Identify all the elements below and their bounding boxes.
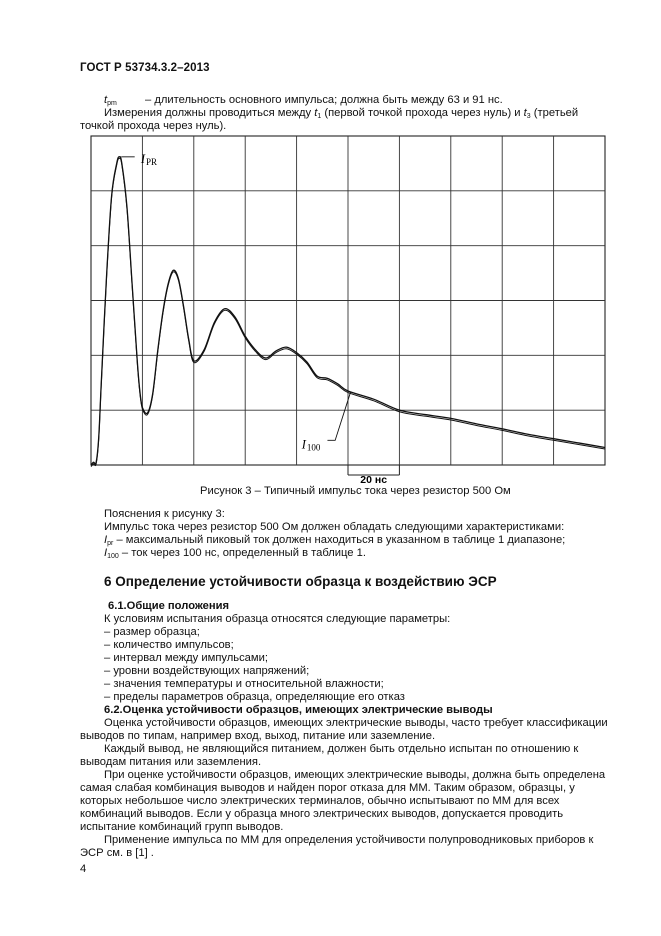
list-item: – размер образца;	[104, 626, 200, 638]
paragraph-line: ЭСР см. в [1] .	[80, 847, 154, 859]
i100-leader-line	[327, 392, 350, 440]
figure-caption: Рисунок 3 – Типичный импульс тока через резистор 500 Ом	[200, 485, 511, 497]
t1-symbol: t	[314, 107, 318, 119]
measurement-note-line2: точкой прохода через нуль).	[80, 120, 227, 132]
tpm-subscript: pm	[107, 100, 117, 107]
ipr-text: – максимальный пиковый ток должен находиться в указанном в таблице 1 диапазоне;	[113, 534, 566, 546]
section-6-title: 6 Определение устойчивости образца к воздействию ЭСР	[104, 574, 497, 589]
list-item: – уровни воздействующих напряжений;	[104, 665, 310, 677]
ipr-label: IPR	[140, 151, 158, 167]
paragraph-line: Каждый вывод, не являющийся питанием, должен быть отдельно испытан по отношению к	[104, 743, 579, 755]
scale-label: 20 нс	[360, 474, 388, 486]
paragraph-line: Оценка устойчивости образцов, имеющих электрические выводы, часто требует классификации	[104, 717, 608, 729]
paragraph-line: которых небольшое число электрических терминалов, обычно испытывают по ММ для всех	[80, 795, 560, 807]
paragraph-line: Применение импульса по ММ для определения устойчивости полупроводниковых приборов к	[104, 834, 594, 846]
section-6-2-title: 6.2.Оценка устойчивости образцов, имеющих электрические выводы	[104, 704, 493, 716]
measurement-text-b: (первой точкой прохода через нуль) и	[321, 107, 524, 119]
paragraph-line: выводам питания или заземления.	[80, 756, 262, 768]
notes-i100	[104, 547, 366, 563]
tpm-symbol: t	[104, 94, 108, 106]
t3-subscript: 3	[526, 113, 531, 120]
tpm-text: – длительность основного импульса; должна быть между 63 и 91 нс.	[145, 94, 503, 106]
list-item: – значения температуры и относительной влажности;	[104, 678, 384, 690]
paragraph-line: испытание комбинаций групп выводов.	[80, 821, 284, 833]
i100-text: – ток через 100 нс, определенный в таблице 1.	[118, 547, 366, 559]
t1-subscript: 1	[317, 113, 322, 120]
ipr-label-subscript: PR	[146, 156, 158, 167]
paragraph-line: выводов по типам, например вход, выход, питание или заземление.	[80, 730, 436, 742]
i100-label-subscript: 100	[306, 442, 321, 453]
paragraph-line: самая слабая комбинация выводов и найден порог отказа для ММ. Таким образом, образцы, у	[80, 782, 575, 794]
measurement-text-c: (третьей	[530, 107, 579, 119]
paragraph-line: комбинаций выводов. Если у образца много электрических выводов, допускается проводить	[80, 808, 564, 820]
chart-grid	[91, 136, 605, 465]
i100-label: I100	[301, 437, 321, 453]
document-header: ГОСТ Р 53734.3.2–2013	[80, 62, 210, 74]
ipr-subscript: pr	[107, 540, 114, 547]
t3-symbol: t	[523, 107, 527, 119]
section-6-1-title: 6.1.Общие положения	[108, 600, 230, 612]
time-scale-bar	[348, 465, 399, 486]
ipr-symbol: I	[104, 534, 108, 546]
chart-annotations	[121, 152, 350, 453]
section-6-1-intro: К условиям испытания образца относятся следующие параметры:	[104, 613, 451, 625]
notes-line1: Импульс тока через резистор 500 Ом должен обладать следующими характеристиками:	[104, 521, 565, 533]
page-number: 4	[80, 863, 87, 875]
measurement-text-a: Измерения должны проводиться между	[104, 107, 315, 119]
paragraph-line: При оценке устойчивости образцов, имеющих электрические выводы, должна быть определена	[104, 769, 606, 781]
notes-title: Пояснения к рисунку 3:	[104, 508, 225, 520]
list-item: – пределы параметров образца, определяющие его отказ	[104, 691, 405, 703]
i100-symbol: I	[104, 547, 108, 559]
list-item: – интервал между импульсами;	[104, 652, 268, 664]
i100-subscript: 100	[107, 553, 119, 560]
list-item: – количество импульсов;	[104, 639, 234, 651]
